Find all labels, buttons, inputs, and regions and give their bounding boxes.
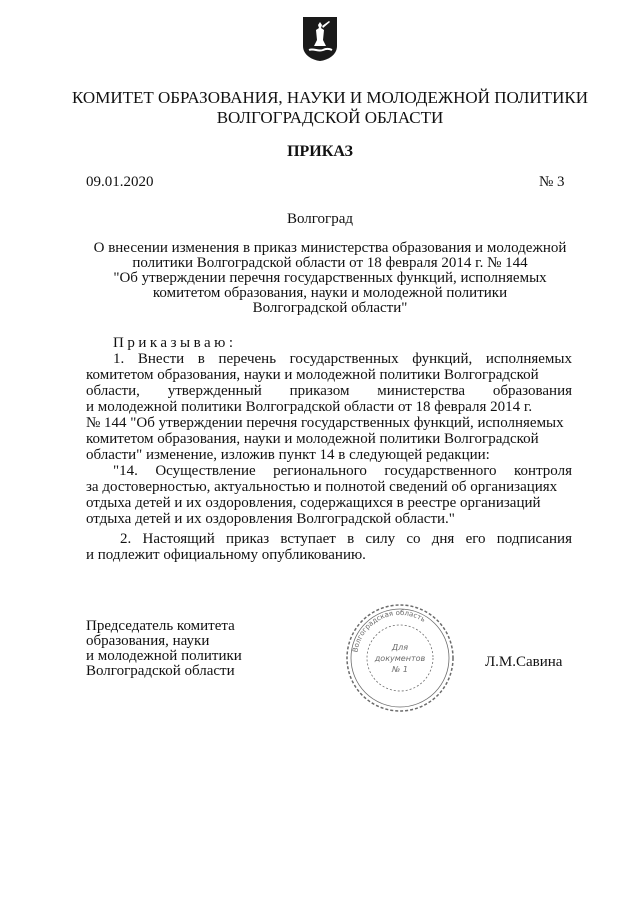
paragraph-1-line: 1. Внести в перечень государственных функций, исполняемых — [113, 351, 572, 367]
subject-line: политики Волгоградской области от 18 февраля 2014 г. № 144 — [132, 255, 528, 271]
subject-line: Волгоградской области" — [252, 300, 408, 316]
subject-line: комитетом образования, науки и молодежной политики — [152, 285, 508, 301]
paragraph-1-line: области, утвержденный приказом министерства образования — [86, 383, 572, 399]
org-line-1: КОМИТЕТ ОБРАЗОВАНИЯ, НАУКИ И МОЛОДЕЖНОЙ ПОЛИТИКИ — [72, 88, 588, 107]
signatory-title-line: и молодежной политики — [86, 648, 242, 664]
stamp-center-line: Для — [391, 643, 409, 652]
paragraph-1-line: области" изменение, изложив пункт 14 в следующей редакции: — [86, 447, 490, 463]
paragraph-2-line: и подлежит официальному опубликованию. — [86, 547, 366, 563]
paragraph-14-line: отдыха детей и их оздоровления, содержащихся в реестре организаций — [86, 495, 541, 511]
organization-name — [60, 88, 600, 128]
signatory-title — [86, 619, 242, 679]
paragraph-14-line: отдыха детей и их оздоровления Волгоградской области." — [86, 511, 455, 527]
stamp-center-line: № 1 — [392, 665, 408, 674]
signatory-title-line: образования, науки — [86, 633, 210, 649]
stamp-ring-text: Волгоградская область — [351, 608, 427, 653]
paragraph-1-line: и молодежной политики Волгоградской области от 18 февраля 2014 г. — [86, 399, 533, 415]
paragraph-2-line: 2. Настоящий приказ вступает в силу со дня его подписания — [120, 531, 572, 547]
paragraph-1-line: № 144 "Об утверждении перечня государственных функций, исполняемых — [86, 415, 564, 431]
document-date: 09.01.2020 — [86, 174, 154, 190]
coat-of-arms-icon — [302, 16, 338, 62]
signatory-name: Л.М.Савина — [485, 654, 563, 670]
stamp-center-line: документов — [374, 654, 426, 663]
signatory-title-line: Председатель комитета — [86, 618, 235, 634]
document-number: № 3 — [539, 174, 565, 190]
order-word: Приказываю: — [113, 335, 237, 351]
signatory-title-line: Волгоградской области — [86, 663, 235, 679]
document-type: ПРИКАЗ — [287, 143, 353, 160]
subject-line: "Об утверждении перечня государственных функций, исполняемых — [113, 270, 547, 286]
svg-text:Волгоградская область — [351, 609, 426, 653]
org-line-2: ВОЛГОГРАДСКОЙ ОБЛАСТИ — [216, 108, 444, 127]
official-stamp — [344, 602, 456, 714]
city: Волгоград — [286, 211, 353, 227]
paragraph-14-line: за достоверностью, актуальностью и полнотой сведений об организациях — [86, 479, 558, 495]
paragraph-1-line: комитетом образования, науки и молодежной политики Волгоградской — [86, 431, 539, 447]
paragraph-14-line: "14. Осуществление регионального государственного контроля — [113, 463, 572, 479]
paragraph-1-line: комитетом образования, науки и молодежной политики Волгоградской — [86, 367, 539, 383]
document-body — [86, 335, 572, 563]
subject-line: О внесении изменения в приказ министерства образования и молодежной — [93, 240, 567, 256]
document-subject — [82, 241, 578, 316]
